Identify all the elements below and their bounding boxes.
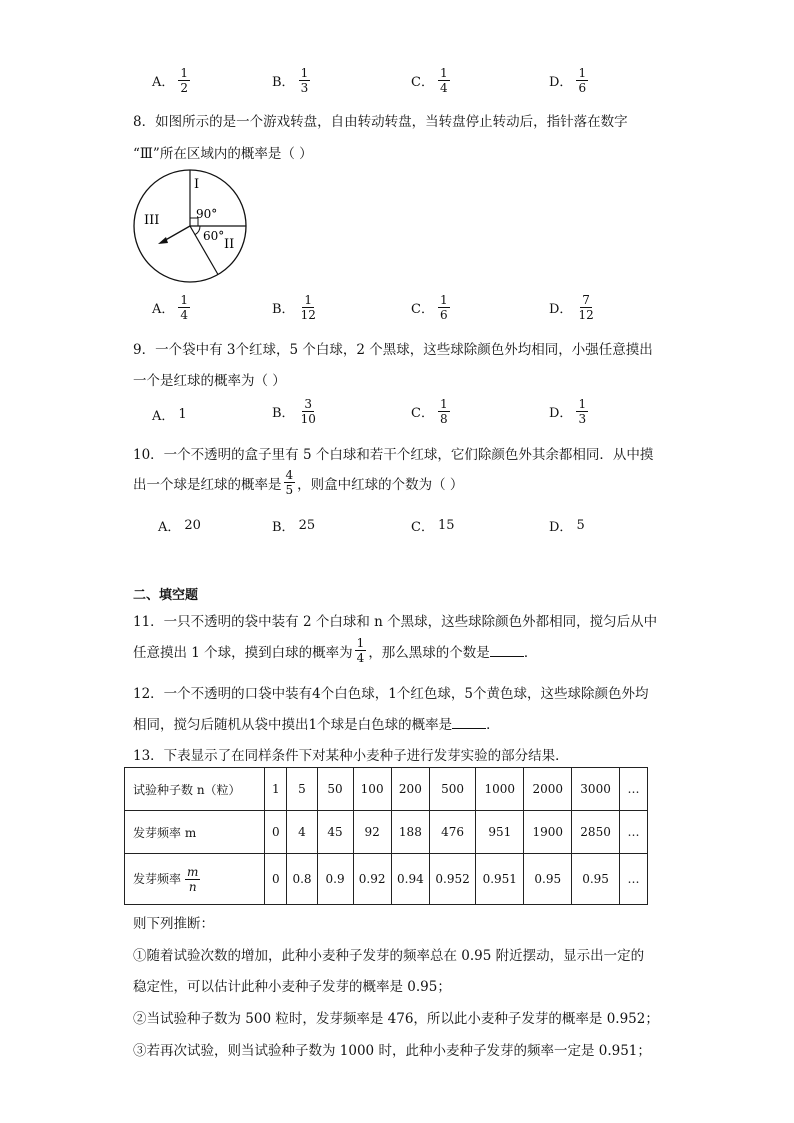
fraction: $\frac{1}{8}$ — [439, 397, 448, 426]
q9-option-b: B． $\frac{3}{10}$ — [272, 397, 316, 426]
region-label-III: III — [144, 213, 160, 228]
spinner-figure — [130, 166, 254, 290]
q9-stem-line1: 9．一个袋中有 3个红球，5 个白球，2 个黑球，这些球除颜色外均相同，小强任意摸出 — [133, 342, 653, 358]
q7-option-d: D． $\frac{1}{6}$ — [549, 66, 587, 95]
row-header: 试验种子数 n（粒） — [125, 768, 265, 811]
q10-option-c: C． 15 — [411, 518, 455, 535]
angle-label-90: 90° — [196, 207, 218, 221]
fraction: $\frac{1}{4}$ — [180, 293, 189, 322]
fraction: $\frac{3}{10}$ — [300, 397, 316, 426]
fraction: $\frac{1}{4}$ — [439, 66, 448, 95]
q9-stem-line2: 一个是红球的概率为（ ） — [133, 373, 286, 389]
table-row: 发芽频率 m 0 4 45 92 188 476 951 1900 2850 … — [125, 811, 648, 854]
q11-stem-line2: 任意摸出 1 个球，摸到白球的概率为 $\frac{1}{4}$ ，那么黑球的个数是 ． — [133, 636, 538, 665]
fraction: $\frac{1}{12}$ — [300, 293, 316, 322]
region-label-II: II — [224, 237, 235, 252]
germination-table — [124, 767, 648, 905]
row-header: 发芽频率 m — [125, 811, 265, 854]
q12-stem-line2: 相同，搅匀后随机从袋中摸出1个球是白色球的概率是 ． — [133, 717, 500, 733]
q13-item1-line2: 稳定性，可以估计此种小麦种子发芽的概率是 0.95； — [133, 979, 451, 995]
q10-stem-line2: 出一个球是红球的概率是 $\frac{4}{5}$ ，则盒中红球的个数为（ ） — [133, 468, 464, 497]
angle-arc-60 — [195, 226, 200, 235]
section-title: 二、填空题 — [133, 588, 199, 603]
q13-item2: ②当试验种子数为 500 粒时，发芽频率是 476，所以此小麦种子发芽的概率是 0.952； — [133, 1011, 659, 1027]
q10-option-d: D． 5 — [549, 518, 585, 535]
q10-stem-line1: 10．一个不透明的盒子里有 5 个白球和若干个红球，它们除颜色外其余都相同．从中摸 — [133, 447, 654, 463]
fraction: $\frac{1}{6}$ — [439, 293, 448, 322]
answer-blank[interactable] — [452, 716, 486, 729]
fraction: $\frac{m}{n}$ — [187, 864, 199, 894]
q13-item3: ③若再次试验，则当试验种子数为 1000 时，此种小麦种子发芽的频率一定是 0.951； — [133, 1043, 651, 1059]
fraction: $\frac{1}{3}$ — [300, 66, 309, 95]
fraction: $\frac{1}{6}$ — [578, 66, 587, 95]
fraction: $\frac{1}{4}$ — [356, 636, 365, 665]
q13-stem: 13．下表显示了在同样条件下对某种小麦种子进行发芽实验的部分结果． — [133, 748, 569, 764]
q7-option-a: A． $\frac{1}{2}$ — [152, 66, 189, 95]
q7-option-c: C． $\frac{1}{4}$ — [411, 66, 448, 95]
q10-option-a: A． 20 — [158, 518, 201, 535]
q8-option-c: C． $\frac{1}{6}$ — [411, 293, 448, 322]
q11-stem-line1: 11．一只不透明的袋中装有 2 个白球和 n 个黑球，这些球除颜色外都相同，搅匀后从中 — [133, 614, 658, 630]
q8-option-d: D． $\frac{7}{12}$ — [549, 293, 594, 322]
row-header: 发芽频率 $\frac{m}{n}$ — [125, 854, 265, 905]
angle-label-60: 60° — [203, 229, 225, 243]
q9-option-d: D． $\frac{1}{3}$ — [549, 397, 587, 426]
answer-blank[interactable] — [490, 644, 524, 657]
region-label-I: I — [194, 177, 200, 192]
fraction: $\frac{4}{5}$ — [285, 468, 294, 497]
q13-item1-line1: ①随着试验次数的增加，此种小麦种子发芽的频率总在 0.95 附近摆动，显示出一定的 — [133, 948, 645, 964]
q9-option-a: A． 1 — [152, 407, 187, 424]
fraction: $\frac{7}{12}$ — [578, 293, 594, 322]
q8-option-b: B． $\frac{1}{12}$ — [272, 293, 316, 322]
q8-stem-line2: “Ⅲ”所在区域内的概率是（ ） — [133, 146, 313, 162]
fraction: $\frac{1}{2}$ — [180, 66, 189, 95]
q8-option-a: A． $\frac{1}{4}$ — [152, 293, 189, 322]
q12-stem-line1: 12．一个不透明的口袋中装有4个白色球，1个红色球，5个黄色球，这些球除颜色外均 — [133, 686, 649, 702]
q9-option-c: C． $\frac{1}{8}$ — [411, 397, 448, 426]
table-row: 试验种子数 n（粒） 1 5 50 100 200 500 1000 2000 3000 … — [125, 768, 648, 811]
q8-stem-line1: 8．如图所示的是一个游戏转盘，自由转动转盘，当转盘停止转动后，指针落在数字 — [133, 114, 628, 130]
pointer-arrowhead — [158, 237, 168, 244]
q7-option-b: B． $\frac{1}{3}$ — [272, 66, 309, 95]
fraction: $\frac{1}{3}$ — [578, 397, 587, 426]
q10-option-b: B． 25 — [272, 518, 316, 535]
table-row: 发芽频率 $\frac{m}{n}$ 0 0.8 0.9 0.92 0.94 0.952 0.951 0.95 0.95 … — [125, 854, 648, 905]
q13-conclusion-intro: 则下列推断： — [133, 916, 214, 932]
